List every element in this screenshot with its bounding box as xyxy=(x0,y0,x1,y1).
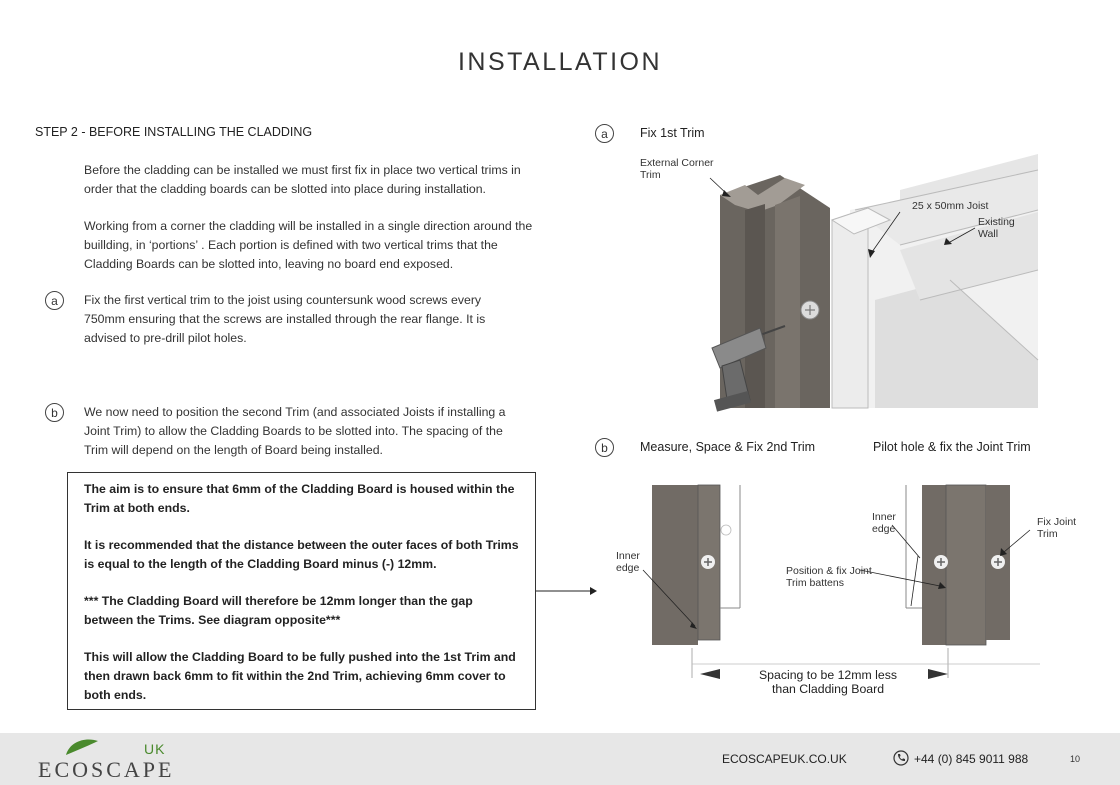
logo-wordmark: ECOSCAPE xyxy=(38,757,175,782)
spacing-note-line-2: than Cladding Board xyxy=(771,682,885,696)
page-number: 10 xyxy=(1070,754,1081,764)
label-fix-joint-trim-2: Trim xyxy=(1037,528,1058,540)
info-box-paragraph-1: The aim is to ensure that 6mm of the Cladding Board is housed within the Trim at both ends. xyxy=(84,482,515,515)
label-corner-trim-line-1: External Corner xyxy=(640,157,714,169)
label-fix-joint-trim-1: Fix Joint xyxy=(1037,516,1077,528)
intro-paragraph-2: Working from a corner the cladding will be installed in a single direction around the buillding, in ‘portions’ . Each portion is defined with two vertical trims that the Cladding Boards can be slotted into, leaving no board end exposed. xyxy=(84,219,533,271)
label-position-fix-2: Trim battens xyxy=(786,577,844,589)
figure-a-title: Fix 1st Trim xyxy=(640,126,705,140)
leaf-icon xyxy=(64,737,100,757)
label-joist: 25 x 50mm Joist xyxy=(912,200,989,212)
phone-icon xyxy=(893,750,909,766)
spacing-note-line-1: Spacing to be 12mm less xyxy=(758,668,898,682)
figure-b-title-right: Pilot hole & fix the Joint Trim xyxy=(873,440,1031,454)
joist-shape xyxy=(832,208,868,408)
label-inner-edge-left-1: Inner xyxy=(616,550,640,562)
phone-number[interactable]: +44 (0) 845 9011 988 xyxy=(914,752,1029,766)
figure-marker-b: b xyxy=(595,438,614,457)
step-heading: STEP 2 - BEFORE INSTALLING THE CLADDING xyxy=(35,125,313,139)
footer xyxy=(0,733,1120,785)
step-a-text: Fix the first vertical trim to the joist using countersunk wood screws every 750mm ensuring that the screws are installed through the rear flange. It is advised to pre-drill pilot holes. xyxy=(84,293,486,345)
fix-first-trim-illustration xyxy=(600,150,1040,412)
figure-b-title-left: Measure, Space & Fix 2nd Trim xyxy=(640,440,816,454)
page-title: INSTALLATION xyxy=(457,48,663,76)
step-marker-a: a xyxy=(45,291,64,310)
label-existing-wall-line-1: Existing xyxy=(978,216,1015,228)
info-box-paragraph-2: It is recommended that the distance between the outer faces of both Trims is equal to the length of the Cladding Board minus (-) 12mm. xyxy=(84,538,519,571)
figure-marker-a: a xyxy=(595,124,614,143)
website-link[interactable]: ECOSCAPEUK.CO.UK xyxy=(722,752,847,766)
info-box xyxy=(67,472,536,710)
step-marker-b: b xyxy=(45,403,64,422)
logo-uk: UK xyxy=(144,741,166,757)
step-b-text: We now need to position the second Trim (and associated Joists if installing a Joint Trim) to allow the Cladding Boards to be slotted into. The spacing of the Trim will depend on the length of Board being installed. xyxy=(84,405,506,457)
label-inner-edge-left-2: edge xyxy=(616,562,640,574)
label-inner-edge-right-1: Inner xyxy=(872,511,896,523)
arrow-right-icon xyxy=(536,584,598,598)
info-box-paragraph-4: This will allow the Cladding Board to be fully pushed into the 1st Trim and then drawn back 6mm to fit within the 2nd Trim, achieving 6mm cover to both ends. xyxy=(84,650,516,702)
label-position-fix-1: Position & fix Joint xyxy=(786,565,872,577)
label-corner-trim-line-2: Trim xyxy=(640,169,661,181)
intro-paragraph-1: Before the cladding can be installed we must first fix in place two vertical trims in order that the cladding boards can be slotted into place during installation. xyxy=(84,163,521,196)
label-inner-edge-right-2: edge xyxy=(872,523,896,535)
left-trim-shape xyxy=(652,485,698,645)
info-box-paragraph-3: *** The Cladding Board will therefore be 12mm longer than the gap between the Trims. See diagram opposite*** xyxy=(84,594,473,627)
label-existing-wall-line-2: Wall xyxy=(978,228,999,240)
